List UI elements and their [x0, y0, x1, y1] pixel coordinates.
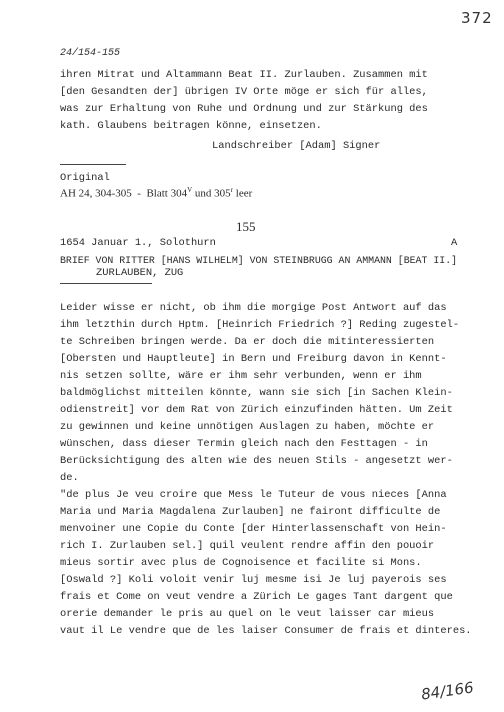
- text-line: Maria und Maria Magdalena Zurlauben] ne fairont difficulte de: [60, 506, 441, 518]
- text-line: rich I. Zurlauben sel.] quil veulent rendre affin den pouoir: [60, 540, 435, 552]
- signature: Landschreiber [Adam] Signer: [212, 140, 381, 152]
- text-line: ihm letzthin durch Hptm. [Heinrich Friedrich ?] Reding zugestel-: [60, 319, 460, 331]
- document-number: 155: [236, 219, 256, 234]
- date-place: 1654 Januar 1., Solothurn: [60, 237, 216, 249]
- source-reference: AH 24, 304-305 - Blatt $304^V$ und 305$^r$ leer: [60, 186, 253, 200]
- text-line: menvoiner une Copie du Conte [der Hinterlassenschaft von Hein-: [60, 523, 447, 535]
- text-line: orerie demander le pris au quel on le veut laisser car mieus: [60, 608, 435, 620]
- text-line: Leider wisse er nicht, ob ihm die morgige Post Antwort auf das: [60, 302, 447, 314]
- text-line: kath. Glaubens beitragen könne, einsetzen.: [60, 120, 322, 132]
- text-line: was zur Erhaltung von Ruhe und Ordnung und zur Stärkung des: [60, 103, 428, 115]
- corner-page-number: 372: [461, 9, 493, 27]
- letter-title-line-2: ZURLAUBEN, ZUG: [96, 267, 184, 279]
- text-line: te Schreiben bringen werde. Da er doch die mitinteressierten: [60, 336, 435, 348]
- text-line: de.: [60, 472, 79, 484]
- text-line: vaut il Le vendre que de les laiser Consumer de frais et dinteres.: [60, 625, 472, 637]
- text-line: wünschen, dass dieser Termin gleich nach den Festtagen - in: [60, 438, 428, 450]
- letter-title-line-1: BRIEF VON RITTER [HANS WILHELM] VON STEINBRUGG AN AMMANN [BEAT II.]: [60, 255, 458, 266]
- text-line: "de plus Je veu croire que Mess le Tuteur de vous nieces [Anna: [60, 489, 447, 501]
- text-line: Berücksichtigung des alten wie des neuen Stils - angesetzt wer-: [60, 455, 453, 467]
- text-line: zu gewinnen und keine unnötigen Auslagen zu haben, möchte er: [60, 421, 435, 433]
- document-reference: 24/154-155: [60, 48, 121, 59]
- text-line: mieus sortir avec plus de Cognoisence et facilite si Mons.: [60, 557, 422, 569]
- text-line: baldmöglichst mitteilen könnte, wann sie sich [in Sachen Klein-: [60, 387, 453, 399]
- text-line: [den Gesandten der] übrigen IV Orte möge er sich für alles,: [60, 86, 428, 98]
- header-rule: [60, 283, 152, 284]
- archive-letter: A: [451, 237, 458, 249]
- footnote-rule: [60, 164, 126, 165]
- text-line: [Obersten und Hauptleute] in Bern und Freiburg davon in Kennt-: [60, 353, 447, 365]
- text-line: ihren Mitrat und Altammann Beat II. Zurlauben. Zusammen mit: [60, 69, 428, 81]
- handwritten-folio-number: 84/166: [420, 678, 475, 704]
- source-label: Original: [60, 172, 110, 184]
- text-line: nis setzen sollte, wäre er ihm sehr verbunden, wenn er ihm: [60, 370, 422, 382]
- text-line: [Oswald ?] Koli voloit venir luj mesme isi Je luj payerois ses: [60, 574, 447, 586]
- text-line: frais et Come on veut vendre a Zürich Le gages Tant dargent que: [60, 591, 453, 603]
- text-line: odienstreit] vor dem Rat von Zürich einzufinden hätten. Um Zeit: [60, 404, 453, 416]
